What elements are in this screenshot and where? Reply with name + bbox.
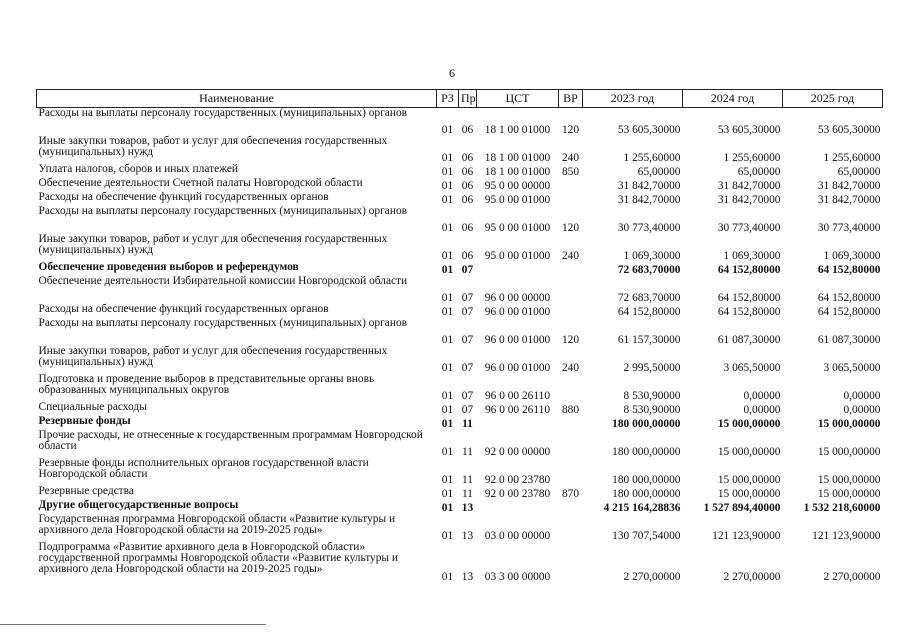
row-cst: 95 0 00 01000	[484, 222, 551, 234]
row-rz: 01	[441, 152, 454, 164]
row-cst: 03 3 00 00000	[484, 571, 551, 583]
row-name: Обеспечение деятельности Счетной палаты Новгородской области	[38, 177, 363, 189]
row-2023: 53 605,30000	[617, 124, 681, 136]
table-row	[37, 276, 883, 304]
row-pr: 11	[462, 474, 473, 486]
row-vr: 240	[561, 152, 580, 164]
row-rz: 01	[441, 180, 454, 192]
row-2025: 64 152,80000	[817, 292, 881, 304]
row-vr	[559, 542, 583, 583]
row-pr: 07	[461, 334, 474, 346]
row-name: Резервные фонды	[38, 415, 131, 427]
row-name: Расходы на обеспечение функций государственных органов	[38, 303, 329, 315]
row-cst: 18 1 00 01000	[484, 166, 551, 178]
row-cst: 18 1 00 01000	[484, 152, 551, 164]
table-row	[37, 402, 883, 416]
row-cst: 96 0 00 01000	[484, 362, 551, 374]
row-2025: 65,00000	[837, 166, 881, 178]
row-rz: 01	[441, 446, 454, 458]
row-cst: 18 1 00 01000	[484, 124, 551, 136]
row-rz: 01	[441, 404, 454, 416]
row-cst: 95 0 00 00000	[484, 180, 551, 192]
row-vr	[559, 262, 583, 276]
header-vr: ВР	[559, 90, 583, 108]
row-2024: 64 152,80000	[717, 306, 781, 318]
table-row	[37, 234, 883, 262]
table-body	[37, 108, 883, 584]
row-2025: 15 000,00000	[817, 446, 881, 458]
row-vr	[559, 374, 583, 402]
row-2023: 180 000,00000	[612, 474, 681, 486]
row-2023: 2 270,00000	[623, 571, 681, 583]
row-rz: 01	[441, 222, 454, 234]
row-vr	[559, 430, 583, 458]
row-2025: 64 152,80000	[817, 264, 881, 276]
row-name: Прочие расходы, не отнесенные к государственным программам Новгородской области	[38, 429, 423, 452]
row-pr: 07	[461, 264, 474, 276]
budget-table	[36, 89, 883, 583]
row-2025: 15 000,00000	[817, 474, 881, 486]
row-rz: 01	[441, 264, 454, 276]
row-rz: 01	[441, 502, 454, 514]
row-pr: 07	[461, 362, 474, 374]
row-vr: 850	[561, 166, 580, 178]
row-pr: 07	[461, 292, 474, 304]
row-name: Подготовка и проведение выборов в представительные органы вновь образованных муниципальных округов	[38, 373, 375, 396]
table-row	[37, 318, 883, 346]
row-2023: 8 530,90000	[623, 390, 681, 402]
table-row	[37, 542, 883, 583]
row-2025: 2 270,00000	[823, 571, 881, 583]
row-pr: 06	[461, 166, 474, 178]
table-row-section	[37, 262, 883, 276]
row-rz: 01	[441, 474, 454, 486]
row-name: Обеспечение проведения выборов и референдумов	[38, 261, 299, 273]
row-2023: 31 842,70000	[617, 180, 681, 192]
row-vr: 120	[561, 334, 580, 346]
row-vr: 120	[561, 124, 580, 136]
row-rz: 01	[441, 530, 454, 542]
header-2025: 2025 год	[783, 90, 883, 108]
row-rz: 01	[441, 418, 454, 430]
row-2023: 61 157,30000	[617, 334, 681, 346]
row-2024: 15 000,00000	[717, 418, 781, 430]
row-2023: 130 707,54000	[612, 530, 681, 542]
row-rz: 01	[441, 250, 454, 262]
row-2025: 121 123,90000	[812, 530, 881, 542]
row-2023: 4 215 164,28836	[603, 502, 681, 514]
row-vr: 240	[561, 362, 580, 374]
row-2023: 30 773,40000	[617, 222, 681, 234]
row-name: Резервные средства	[38, 485, 134, 497]
row-cst	[477, 500, 559, 514]
header-name: Наименование	[37, 90, 437, 108]
table-row	[37, 346, 883, 374]
row-pr: 13	[461, 530, 474, 542]
row-vr	[559, 178, 583, 192]
row-2024: 15 000,00000	[717, 488, 781, 500]
row-vr: 880	[561, 404, 580, 416]
table-row	[37, 430, 883, 458]
row-rz: 01	[441, 488, 454, 500]
row-name: Иные закупки товаров, работ и услуг для обеспечения государственных (муниципальных) нужд	[38, 233, 388, 256]
header-cst: ЦСТ	[477, 90, 559, 108]
row-pr: 06	[461, 180, 474, 192]
header-rz: РЗ	[437, 90, 459, 108]
table-row	[37, 192, 883, 206]
row-vr	[559, 192, 583, 206]
row-vr: 870	[561, 488, 580, 500]
header-2023: 2023 год	[583, 90, 683, 108]
row-pr: 07	[461, 404, 474, 416]
row-cst	[477, 262, 559, 276]
row-2025: 1 255,60000	[823, 152, 881, 164]
table-row	[37, 458, 883, 486]
row-2024: 1 527 894,40000	[703, 502, 781, 514]
row-2025: 0,00000	[843, 404, 881, 416]
table-row	[37, 178, 883, 192]
row-2023: 8 530,90000	[623, 404, 681, 416]
row-name: Уплата налогов, сборов и иных платежей	[38, 163, 238, 175]
row-2024: 31 842,70000	[717, 180, 781, 192]
table-row	[37, 108, 883, 137]
row-vr	[559, 304, 583, 318]
row-name: Обеспечение деятельности Избирательной комиссии Новгородской области	[38, 275, 408, 287]
row-2023: 65,00000	[637, 166, 681, 178]
row-rz: 01	[441, 292, 454, 304]
header-pr: Пр	[459, 90, 477, 108]
row-cst: 92 0 00 23780	[484, 474, 551, 486]
table-row	[37, 136, 883, 164]
row-2024: 30 773,40000	[717, 222, 781, 234]
row-name: Подпрограмма «Развитие архивного дела в Новгородской области» государственной программы Новгородской области «Развитие культуры и архивного дела Новгородской области на 2019-2025 годы»	[38, 541, 399, 575]
row-2024: 53 605,30000	[717, 124, 781, 136]
row-2025: 61 087,30000	[817, 334, 881, 346]
row-2024: 1 069,30000	[723, 250, 781, 262]
row-name: Иные закупки товаров, работ и услуг для обеспечения государственных (муниципальных) нужд	[38, 135, 388, 158]
row-rz: 01	[441, 334, 454, 346]
row-vr	[559, 500, 583, 514]
row-2024: 2 270,00000	[723, 571, 781, 583]
row-2023: 72 683,70000	[617, 264, 681, 276]
table-row-section	[37, 500, 883, 514]
row-cst: 03 0 00 00000	[484, 530, 551, 542]
table-row	[37, 164, 883, 178]
row-2025: 30 773,40000	[817, 222, 881, 234]
table-header	[37, 90, 883, 108]
row-cst	[477, 416, 559, 430]
row-2025: 15 000,00000	[817, 488, 881, 500]
row-name: Другие общегосударственные вопросы	[38, 499, 239, 511]
row-2024: 3 065,50000	[723, 362, 781, 374]
table-row	[37, 514, 883, 542]
row-2023: 2 995,50000	[623, 362, 681, 374]
row-name: Расходы на выплаты персоналу государственных (муниципальных) органов	[38, 317, 408, 329]
row-2024: 0,00000	[743, 404, 781, 416]
table-row	[37, 304, 883, 318]
table-row	[37, 486, 883, 500]
row-rz: 01	[441, 166, 454, 178]
row-pr: 07	[461, 390, 474, 402]
row-pr: 06	[461, 152, 474, 164]
row-2023: 31 842,70000	[617, 194, 681, 206]
row-2024: 64 152,80000	[717, 264, 781, 276]
row-vr: 240	[561, 250, 580, 262]
row-2023: 180 000,00000	[612, 418, 681, 430]
header-2024: 2024 год	[683, 90, 783, 108]
row-cst: 92 0 00 23780	[484, 488, 551, 500]
row-2025: 1 069,30000	[823, 250, 881, 262]
row-2025: 3 065,50000	[823, 362, 881, 374]
row-2023: 1 255,60000	[623, 152, 681, 164]
row-2024: 15 000,00000	[717, 474, 781, 486]
row-cst: 96 0 00 26110	[484, 404, 551, 416]
row-pr: 11	[462, 488, 473, 500]
row-2024: 15 000,00000	[717, 446, 781, 458]
row-pr: 06	[461, 222, 474, 234]
page-number: 6	[449, 66, 455, 80]
row-vr	[559, 458, 583, 486]
table-row	[37, 206, 883, 234]
row-pr: 07	[461, 306, 474, 318]
row-2023: 72 683,70000	[617, 292, 681, 304]
row-2024: 64 152,80000	[717, 292, 781, 304]
row-2024: 61 087,30000	[717, 334, 781, 346]
table-row	[37, 374, 883, 402]
row-pr: 11	[462, 446, 473, 458]
row-vr: 120	[561, 222, 580, 234]
row-pr: 06	[461, 194, 474, 206]
row-2023: 64 152,80000	[617, 306, 681, 318]
row-2023: 180 000,00000	[612, 488, 681, 500]
row-rz: 01	[441, 362, 454, 374]
row-name: Иные закупки товаров, работ и услуг для обеспечения государственных (муниципальных) нужд	[38, 345, 388, 368]
row-pr: 13	[461, 571, 474, 583]
row-pr: 11	[462, 418, 473, 430]
row-name: Расходы на обеспечение функций государственных органов	[38, 191, 329, 203]
row-name: Государственная программа Новгородской области «Развитие культуры и архивного дела Новгородской области на 2019-2025 годы»	[38, 513, 396, 536]
row-vr	[559, 514, 583, 542]
row-2025: 15 000,00000	[817, 418, 881, 430]
row-2024: 1 255,60000	[723, 152, 781, 164]
row-rz: 01	[441, 571, 454, 583]
footer-rule	[0, 624, 266, 625]
row-2023: 180 000,00000	[612, 446, 681, 458]
row-2024: 121 123,90000	[712, 530, 781, 542]
row-pr: 06	[461, 250, 474, 262]
row-rz: 01	[441, 390, 454, 402]
row-cst: 96 0 00 01000	[484, 334, 551, 346]
row-2025: 0,00000	[843, 390, 881, 402]
row-cst: 95 0 00 01000	[484, 250, 551, 262]
row-2024: 65,00000	[737, 166, 781, 178]
row-vr	[559, 276, 583, 304]
row-name: Расходы на выплаты персоналу государственных (муниципальных) органов	[38, 205, 408, 217]
row-2024: 0,00000	[743, 390, 781, 402]
row-pr: 13	[461, 502, 474, 514]
row-cst: 96 0 00 26110	[484, 390, 551, 402]
table-row-section	[37, 416, 883, 430]
row-cst: 95 0 00 01000	[484, 194, 551, 206]
row-name: Резервные фонды исполнительных органов государственной власти Новгородской области	[38, 457, 369, 480]
row-vr	[559, 416, 583, 430]
row-2025: 53 605,30000	[817, 124, 881, 136]
row-cst: 96 0 00 00000	[484, 292, 551, 304]
row-2023: 1 069,30000	[623, 250, 681, 262]
row-rz: 01	[441, 194, 454, 206]
row-2025: 31 842,70000	[817, 180, 881, 192]
row-name: Расходы на выплаты персоналу государственных (муниципальных) органов	[38, 107, 408, 119]
row-rz: 01	[441, 124, 454, 136]
row-2025: 64 152,80000	[817, 306, 881, 318]
row-2025: 31 842,70000	[817, 194, 881, 206]
row-2024: 31 842,70000	[717, 194, 781, 206]
row-2025: 1 532 218,60000	[803, 502, 881, 514]
row-name: Специальные расходы	[38, 401, 147, 413]
row-rz: 01	[441, 306, 454, 318]
row-pr: 06	[461, 124, 474, 136]
row-cst: 96 0 00 01000	[484, 306, 551, 318]
row-cst: 92 0 00 00000	[484, 446, 551, 458]
